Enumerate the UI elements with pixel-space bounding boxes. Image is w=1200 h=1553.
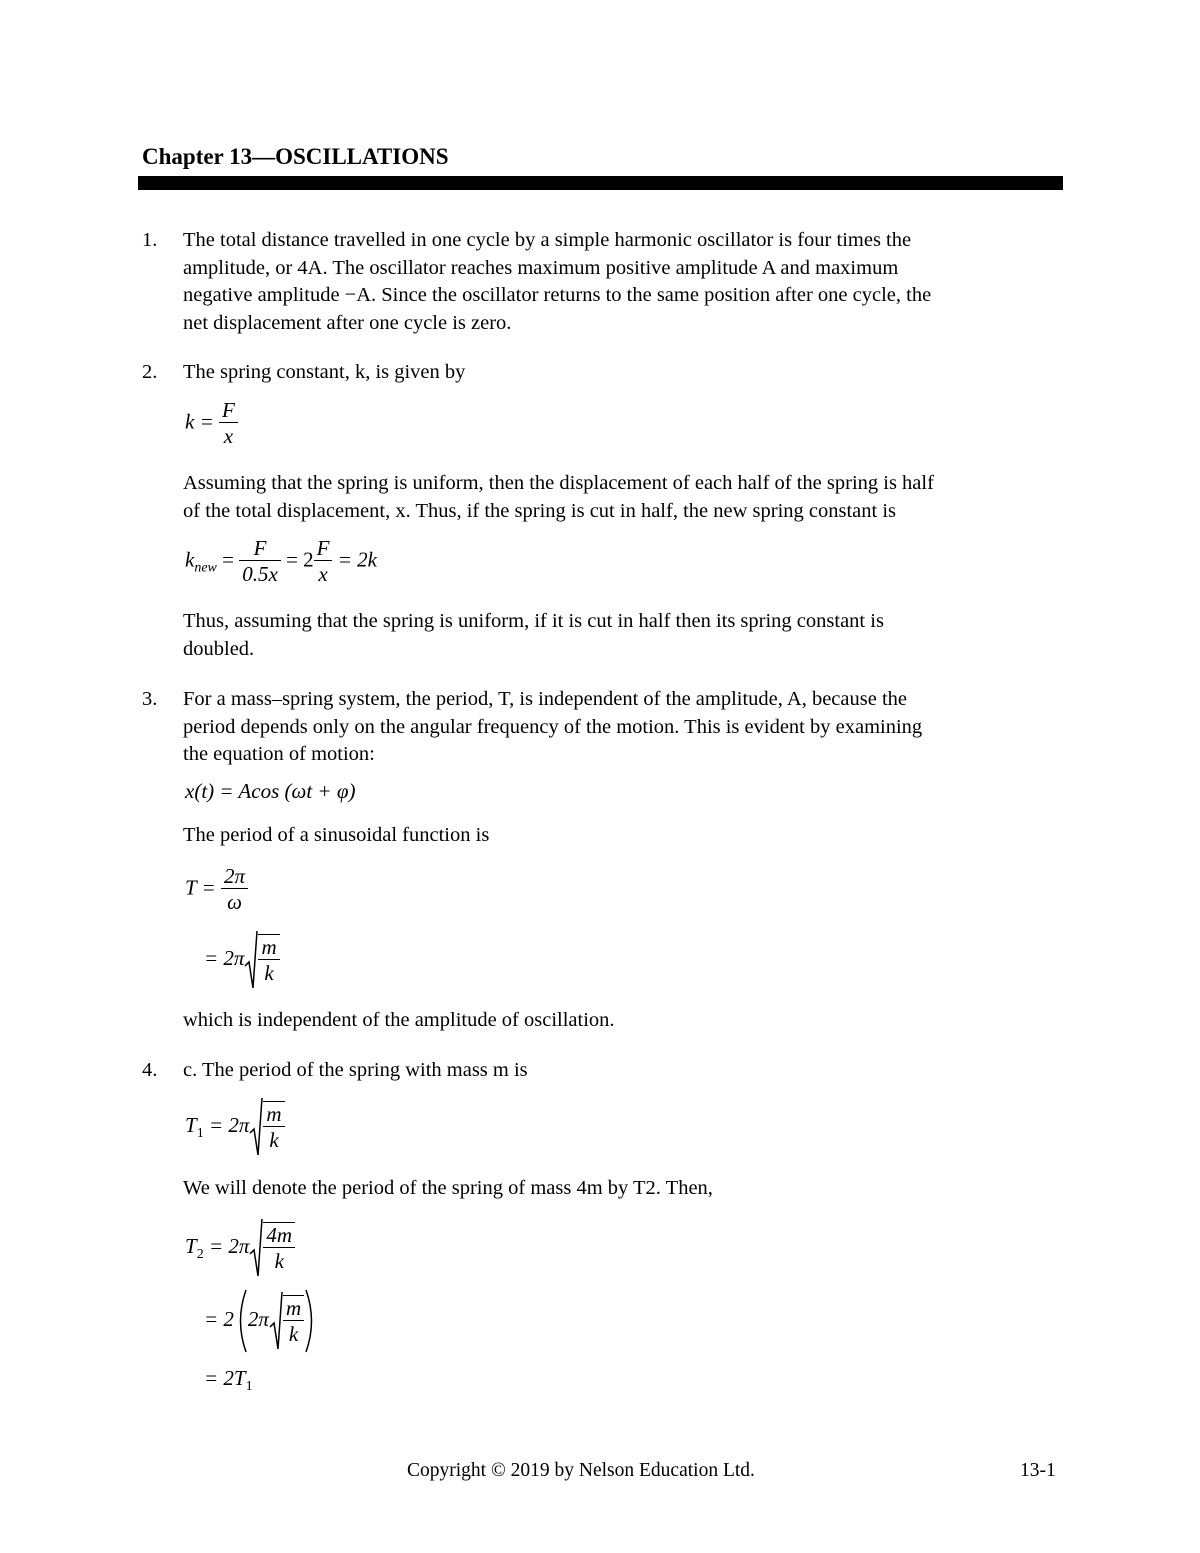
left-paren-icon [234,1288,248,1354]
k-subscript: new [194,560,217,576]
item-3-line-2: period depends only on the angular frequency of the motion. This is evident by examining [183,715,923,738]
equation-k-f-over-x [185,398,238,449]
item-4-denote: We will denote the period of the spring of mass 4m by T2. Then, [183,1177,713,1199]
fraction-f-over-x [314,536,333,587]
item-2-concl-line-2: doubled. [183,637,255,660]
fraction-m-over-k [258,934,279,986]
item-2-conclusion [183,608,1068,663]
equals-two: = 2 [286,547,314,572]
item-1-text [183,227,1068,337]
item-2-paragraph [183,470,1068,525]
equals-2pi: = 2π [208,1112,250,1137]
equals-2pi: = 2π [208,1233,250,1258]
eq-lhs: = 2π [204,945,245,970]
right-paren-icon [304,1288,318,1354]
equation-t2-4m [185,1218,295,1278]
item-3-number: 3. [142,688,158,710]
eq-lhs: T = [185,875,216,900]
equals-sign: = [222,547,234,572]
equation-period-omega [185,864,248,915]
item-4-number: 4. [142,1059,158,1081]
item-3-line-3: the equation of motion: [183,743,375,765]
denominator: k [269,1128,279,1152]
numerator: 4m [266,1223,293,1247]
item-1-line-1: The total distance travelled in one cycle by a simple harmonic oscillator is four times the [183,229,912,251]
equation-t2-result [204,1366,253,1395]
t-subscript: 1 [196,1126,204,1141]
numerator: F [253,536,267,560]
item-1-number: 1. [142,229,158,251]
radical-sign-icon [249,1218,263,1278]
item-3-text [183,686,1068,769]
radical-sign-icon [244,930,258,990]
equals-2t: = 2T [204,1366,246,1390]
equation-t2-factored [204,1288,318,1354]
numerator: m [285,1296,302,1320]
denominator: x [223,424,234,448]
denominator: ω [227,890,242,914]
item-3-line-1: For a mass–spring system, the period, T, is independent of the amplitude, A, because the [183,688,907,710]
item-1-line-3: negative amplitude −A. Since the oscillator returns to the same position after one cycle, the [183,284,932,306]
fraction-m-over-k [283,1295,304,1347]
numerator: m [266,1102,282,1126]
equation-k-new [185,536,377,587]
numerator: F [222,398,235,422]
fraction-f-over-half-x [239,536,281,587]
item-2-para-line-2: of the total displacement, x. Thus, if the spring is cut in half, the new spring constant is [183,499,897,522]
denominator: k [274,1249,284,1273]
t-symbol: T [185,1112,197,1137]
item-3-conclusion: which is independent of the amplitude of oscillation. [183,1009,615,1031]
square-root [249,1218,295,1278]
equation-of-motion [185,779,355,804]
denominator: x [318,562,328,586]
item-1-line-2: amplitude, or 4A. The oscillator reaches maximum positive amplitude A and maximum [183,256,899,279]
numerator: 2π [223,864,246,888]
fraction-4m-over-k [263,1222,295,1274]
item-2-para-line-1: Assuming that the spring is uniform, then the displacement of each half of the spring is half [183,472,934,494]
square-root [249,1097,284,1157]
t-symbol: T [185,1233,197,1258]
square-root [269,1291,304,1351]
t-subscript: 2 [196,1247,204,1262]
denominator: k [288,1322,299,1346]
item-4-intro: c. The period of the spring with mass m is [183,1059,528,1081]
equals-2: = 2 [204,1306,234,1331]
item-2-concl-line-1: Thus, assuming that the spring is uniform, if it is cut in half then its spring constant is [183,610,884,632]
radical-sign-icon [269,1291,283,1351]
chapter-title: Chapter 13—OSCILLATIONS [142,144,449,169]
footer-copyright: Copyright © 2019 by Nelson Education Ltd. [407,1460,755,1481]
item-2-intro: The spring constant, k, is given by [183,361,466,383]
item-2-number: 2. [142,361,158,383]
two-pi: 2π [247,1306,269,1331]
period-intro: The period of a sinusoidal function is [183,824,490,846]
radical-sign-icon [249,1097,263,1157]
k-symbol: k [185,547,195,572]
footer-page-number: 13-1 [1020,1460,1056,1481]
fraction-2pi-over-omega [221,864,248,915]
square-root [244,930,279,990]
motion-equation-text: x(t) = Acos (ωt + φ) [185,779,356,803]
fraction-m-over-k [263,1101,284,1153]
title-rule [138,176,1063,190]
fraction [219,398,238,449]
equation-t1 [185,1097,285,1157]
numerator: F [316,536,330,560]
eq-lhs: k = [185,409,214,434]
item-1-line-4: net displacement after one cycle is zero. [183,311,512,334]
denominator: 0.5x [242,562,278,586]
equals-2k: = 2k [337,547,377,572]
numerator: m [261,935,277,959]
denominator: k [264,961,274,985]
t-subscript: 1 [245,1379,253,1395]
equation-period-sqrt [204,930,280,990]
